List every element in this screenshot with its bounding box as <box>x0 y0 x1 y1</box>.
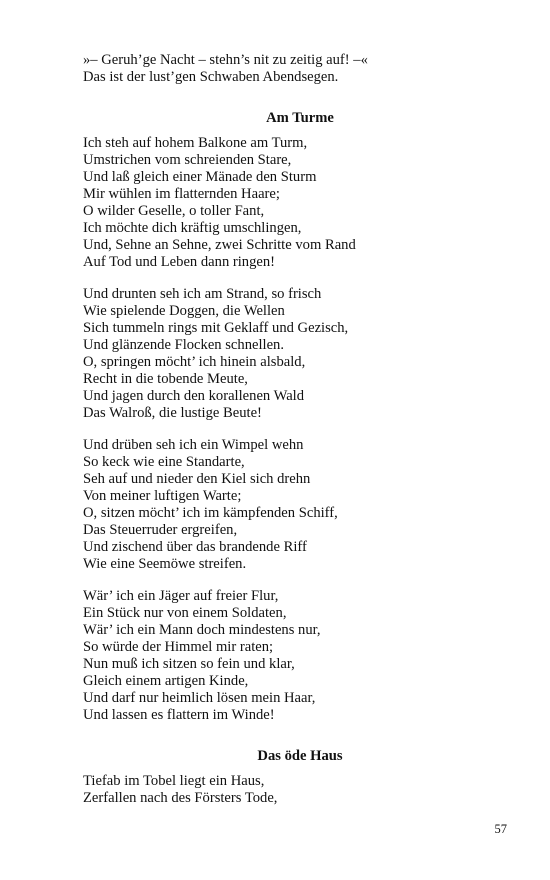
verse-line: Wär’ ich ein Jäger auf freier Flur, <box>83 588 279 604</box>
page-number: 57 <box>494 822 507 836</box>
verse-line: Und laß gleich einer Mänade den Sturm <box>83 169 317 185</box>
verse-line: Tiefab im Tobel liegt ein Haus, <box>83 773 265 789</box>
verse-line: Und glänzende Flocken schnellen. <box>83 337 285 353</box>
verse-line: Und, Sehne an Sehne, zwei Schritte vom Rand <box>83 237 356 253</box>
verse-line: Sich tummeln rings mit Geklaff und Gezisch, <box>83 320 349 336</box>
verse-line: Nun muß ich sitzen so fein und klar, <box>83 656 295 672</box>
verse-line: Recht in die tobende Meute, <box>83 371 248 387</box>
verse-line: Ich möchte dich kräftig umschlingen, <box>83 220 302 236</box>
verse-line: Umstrichen vom schreienden Stare, <box>83 152 292 168</box>
verse-line: Und lassen es flattern im Winde! <box>83 707 275 723</box>
verse-line: Gleich einem artigen Kinde, <box>83 673 249 689</box>
verse-line: Zerfallen nach des Försters Tode, <box>83 790 278 806</box>
verse-line: Wär’ ich ein Mann doch mindestens nur, <box>83 622 321 638</box>
poem-title: Das öde Haus <box>257 748 343 764</box>
verse-line: Von meiner luftigen Warte; <box>83 488 242 504</box>
verse-line: Und jagen durch den korallenen Wald <box>83 388 305 404</box>
prelude-line: Das ist der lust’gen Schwaben Abendsegen. <box>83 69 339 85</box>
verse-line: Auf Tod und Leben dann ringen! <box>83 254 276 270</box>
verse-line: So keck wie eine Standarte, <box>83 454 245 470</box>
verse-line: Und zischend über das brandende Riff <box>83 539 307 555</box>
verse-line: Das Steuerruder ergreifen, <box>83 522 238 538</box>
verse-line: Ich steh auf hohem Balkone am Turm, <box>83 135 308 151</box>
poem-title: Am Turme <box>266 110 334 126</box>
verse-line: Seh auf und nieder den Kiel sich drehn <box>83 471 311 487</box>
verse-line: O wilder Geselle, o toller Fant, <box>83 203 265 219</box>
verse-line: O, springen möcht’ ich hinein alsbald, <box>83 354 306 370</box>
verse-line: Mir wühlen im flatternden Haare; <box>83 186 280 202</box>
verse-line: O, sitzen möcht’ ich im kämpfenden Schiff, <box>83 505 338 521</box>
verse-line: Wie spielende Doggen, die Wellen <box>83 303 285 319</box>
verse-line: Und drunten seh ich am Strand, so frisch <box>83 286 322 302</box>
verse-line: So würde der Himmel mir raten; <box>83 639 274 655</box>
verse-line: Ein Stück nur von einem Soldaten, <box>83 605 287 621</box>
prelude-line: »– Geruh’ge Nacht – stehn’s nit zu zeitig auf! –« <box>83 52 368 68</box>
verse-line: Wie eine Seemöwe streifen. <box>83 556 247 572</box>
verse-line: Das Walroß, die lustige Beute! <box>83 405 262 421</box>
verse-line: Und darf nur heimlich lösen mein Haar, <box>83 690 316 706</box>
verse-line: Und drüben seh ich ein Wimpel wehn <box>83 437 304 453</box>
